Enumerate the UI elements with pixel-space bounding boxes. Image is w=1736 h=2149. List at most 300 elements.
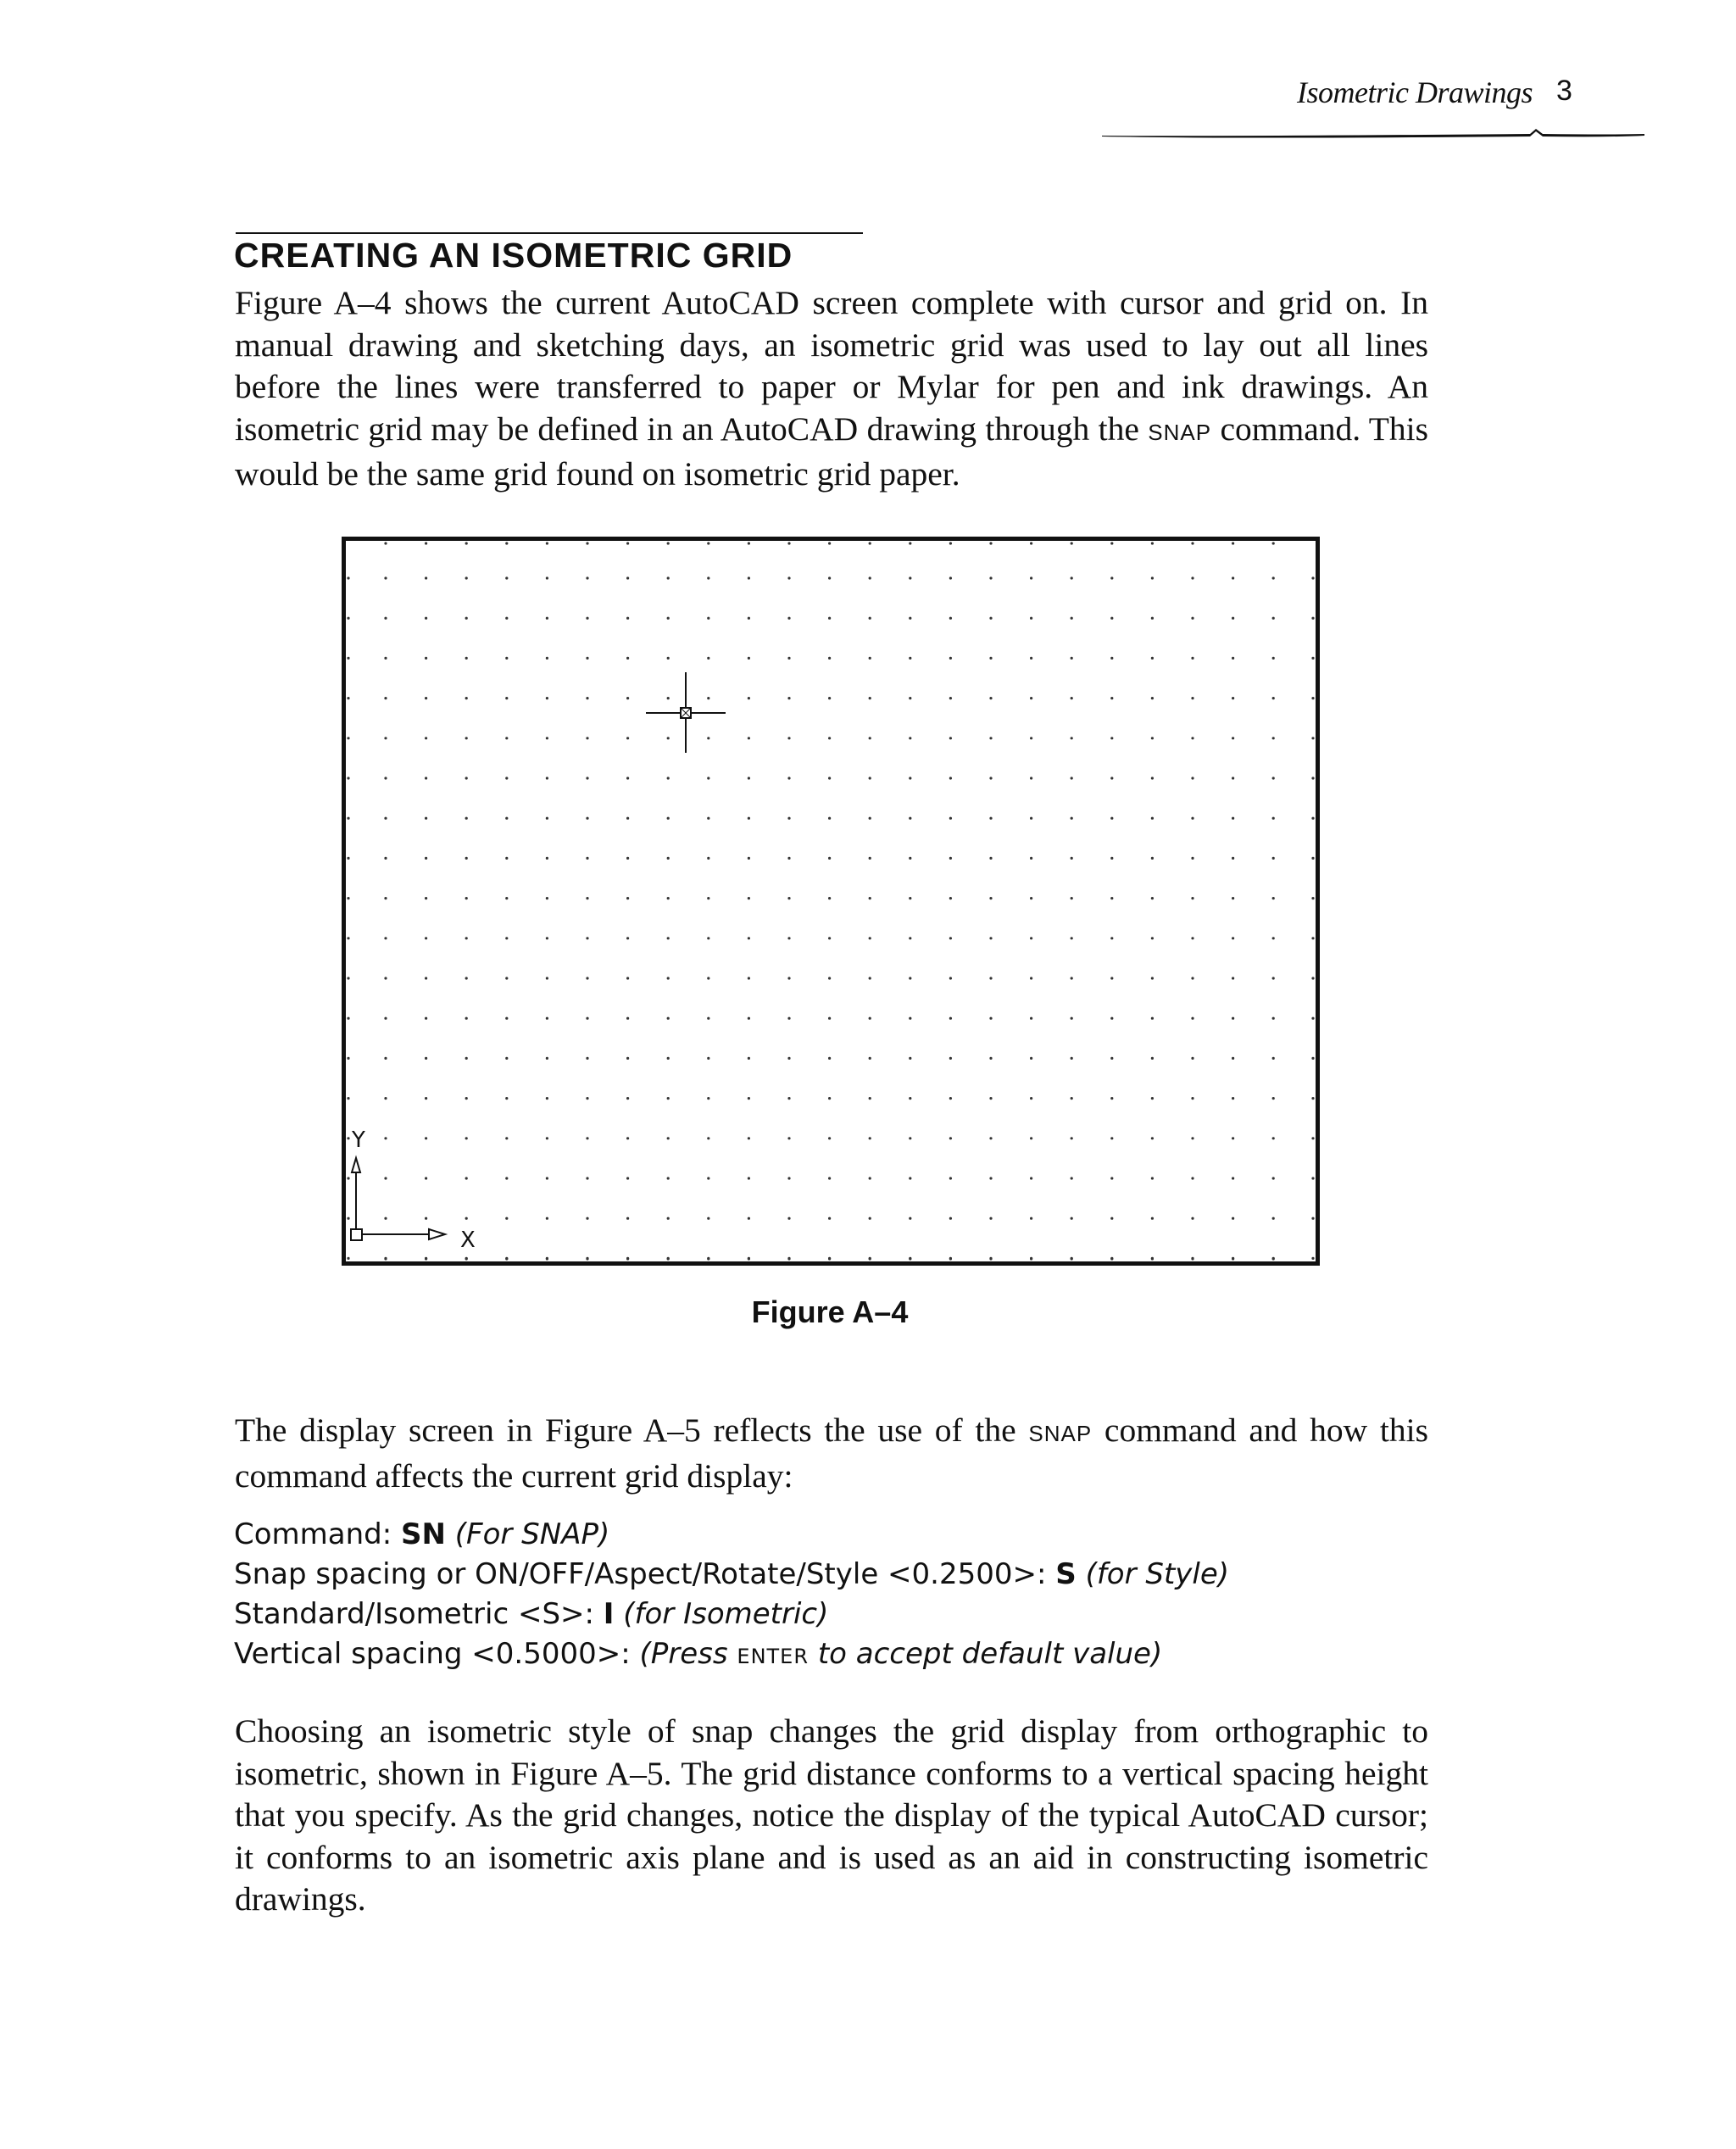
grid-dot [1272, 576, 1275, 579]
grid-dot [989, 737, 992, 739]
section-heading: CREATING AN ISOMETRIC GRID [234, 236, 793, 275]
grid-dot [1110, 1097, 1113, 1100]
command-line [234, 1515, 1229, 1555]
grid-dot [465, 657, 468, 660]
grid-dot [707, 1217, 709, 1220]
grid-dot [787, 897, 790, 899]
grid-dot [667, 817, 670, 820]
grid-dot [546, 937, 548, 939]
grid-dot [1272, 817, 1275, 820]
grid-dot [505, 937, 508, 939]
grid-dot [707, 897, 709, 899]
grid-dot [787, 1057, 790, 1060]
grid-dot [1151, 617, 1154, 620]
grid-dot [667, 576, 670, 579]
ucs-x-label: X [460, 1228, 476, 1253]
grid-dot [626, 1057, 629, 1060]
grid-dot [909, 1097, 911, 1100]
grid-dot [1272, 617, 1275, 620]
frame-tick [869, 1257, 871, 1260]
grid-dot [425, 777, 427, 779]
grid-dot [787, 617, 790, 620]
frame-tick [1311, 977, 1314, 979]
grid-dot [1232, 857, 1234, 860]
grid-dot [787, 977, 790, 979]
frame-tick [347, 1017, 349, 1020]
grid-dot [1110, 657, 1113, 660]
grid-dot [586, 777, 588, 779]
grid-dot [465, 1097, 468, 1100]
grid-dot [707, 657, 709, 660]
frame-tick [384, 1257, 387, 1260]
grid-dot [989, 897, 992, 899]
grid-dot [1272, 977, 1275, 979]
frame-tick [1311, 697, 1314, 699]
grid-dot [384, 1097, 387, 1100]
grid-dot [1272, 857, 1275, 860]
frame-tick [347, 737, 349, 739]
grid-dot [748, 576, 750, 579]
frame-tick [909, 542, 911, 544]
grid-dot [1232, 1177, 1234, 1179]
grid-dot [384, 657, 387, 660]
grid-dot [1151, 777, 1154, 779]
grid-dot [1151, 1177, 1154, 1179]
grid-dot [505, 777, 508, 779]
grid-dot [1232, 737, 1234, 739]
grid-dot [1110, 1217, 1113, 1220]
grid-dot [546, 657, 548, 660]
frame-tick [586, 542, 588, 544]
frame-tick [347, 657, 349, 660]
grid-dot [384, 737, 387, 739]
grid-dot [1272, 1097, 1275, 1100]
frame-tick [989, 542, 992, 544]
grid-dot [465, 697, 468, 699]
grid-dot [1071, 576, 1073, 579]
grid-dot [425, 977, 427, 979]
grid-dot [626, 1097, 629, 1100]
grid-dot [787, 1017, 790, 1020]
grid-dot [1030, 617, 1032, 620]
grid-dot [505, 817, 508, 820]
frame-tick [1191, 1257, 1194, 1260]
grid-dot [1232, 697, 1234, 699]
snap-text-1: The display screen in Figure A–5 reflects the use of the [235, 1411, 1029, 1449]
grid-dot [667, 657, 670, 660]
grid-dot [1110, 576, 1113, 579]
grid-dot [1030, 1017, 1032, 1020]
command-prompt: Snap spacing or ON/OFF/Aspect/Rotate/Style <0.2500>: [234, 1557, 1056, 1591]
command-prompt: Command: [234, 1517, 402, 1551]
frame-tick [347, 857, 349, 860]
grid-dot [1030, 1217, 1032, 1220]
frame-tick [347, 576, 349, 579]
grid-dot [1110, 1137, 1113, 1139]
frame-tick [347, 697, 349, 699]
grid-dot [787, 657, 790, 660]
grid-dot [505, 576, 508, 579]
grid-dot [546, 1017, 548, 1020]
grid-dot [586, 617, 588, 620]
grid-dot [1272, 657, 1275, 660]
autocad-screen-figure [342, 537, 1320, 1266]
grid-dot [465, 1137, 468, 1139]
grid-dot [384, 1057, 387, 1060]
grid-dot [1232, 617, 1234, 620]
grid-dot [546, 857, 548, 860]
grid-dot [828, 1177, 831, 1179]
grid-dot [667, 1097, 670, 1100]
command-input: I [603, 1597, 615, 1631]
grid-dot [425, 857, 427, 860]
grid-dot [1071, 1137, 1073, 1139]
snap-command-term-2: SNAP [1028, 1421, 1093, 1446]
grid-dot [505, 977, 508, 979]
grid-dot [1191, 817, 1194, 820]
frame-tick [347, 937, 349, 939]
grid-dot [949, 1217, 952, 1220]
grid-dot [1232, 1137, 1234, 1139]
grid-dot [1110, 617, 1113, 620]
grid-dot [869, 697, 871, 699]
grid-dot [707, 576, 709, 579]
grid-dot [707, 1057, 709, 1060]
grid-dot [667, 777, 670, 779]
grid-dot [505, 1217, 508, 1220]
grid-dot [909, 1057, 911, 1060]
frame-tick [546, 1257, 548, 1260]
frame-tick [347, 1257, 349, 1260]
frame-tick [1311, 937, 1314, 939]
grid-dot [949, 617, 952, 620]
grid-dot [1030, 857, 1032, 860]
grid-dot [546, 737, 548, 739]
grid-dot [1071, 977, 1073, 979]
grid-dot [748, 737, 750, 739]
intro-text-2: command. This would be the same grid found on isometric grid paper. [235, 409, 1428, 493]
grid-dot [1071, 657, 1073, 660]
grid-dot [787, 817, 790, 820]
frame-tick [1151, 542, 1154, 544]
ucs-icon [351, 1158, 445, 1240]
grid-dot [707, 1097, 709, 1100]
grid-dot [1030, 777, 1032, 779]
grid-dot [1151, 737, 1154, 739]
grid-dot [1232, 937, 1234, 939]
grid-dot [465, 857, 468, 860]
grid-dot [828, 1137, 831, 1139]
grid-dot [1110, 1177, 1113, 1179]
grid-dot [869, 1017, 871, 1020]
grid-dot [1030, 1177, 1032, 1179]
grid-dot [1110, 817, 1113, 820]
grid-dot [787, 576, 790, 579]
grid-dot [626, 897, 629, 899]
frame-tick [1311, 617, 1314, 620]
grid-dot [465, 937, 468, 939]
command-prompt: Standard/Isometric <S>: [234, 1597, 604, 1631]
grid-dot [1151, 937, 1154, 939]
grid-dot [828, 697, 831, 699]
grid-dot [586, 1097, 588, 1100]
grid-dot [505, 1017, 508, 1020]
grid-dot [586, 1057, 588, 1060]
grid-dot [748, 937, 750, 939]
frame-tick [748, 542, 750, 544]
grid-dot [546, 1057, 548, 1060]
grid-dot [748, 1217, 750, 1220]
grid-dot [465, 977, 468, 979]
grid-dot [828, 777, 831, 779]
grid-dot [546, 777, 548, 779]
frame-tick [1030, 1257, 1032, 1260]
grid-dot [869, 1137, 871, 1139]
grid-dot [949, 1137, 952, 1139]
grid-dot [828, 937, 831, 939]
frame-tick [465, 1257, 468, 1260]
frame-tick [347, 1097, 349, 1100]
grid-dot [1272, 1217, 1275, 1220]
grid-dot [869, 1217, 871, 1220]
grid-dot [748, 857, 750, 860]
grid-dot [1272, 937, 1275, 939]
grid-dot [465, 817, 468, 820]
grid-dot [1071, 777, 1073, 779]
command-note: (Press [639, 1637, 737, 1671]
grid-dot [1191, 857, 1194, 860]
grid-dot [384, 937, 387, 939]
grid-dot [626, 1017, 629, 1020]
grid-dot [1151, 1097, 1154, 1100]
grid-dot [989, 817, 992, 820]
grid-dot [667, 1137, 670, 1139]
frame-tick [347, 1137, 349, 1139]
grid-dot [546, 977, 548, 979]
figure-caption: Figure A–4 [751, 1294, 909, 1329]
grid-dot [989, 977, 992, 979]
grid-dot [748, 1057, 750, 1060]
frame-tick [347, 977, 349, 979]
grid-dot [748, 617, 750, 620]
frame-tick [667, 542, 670, 544]
frame-tick [465, 542, 468, 544]
grid-dot [707, 937, 709, 939]
enter-key-label: ENTER [737, 1645, 810, 1668]
command-line [234, 1595, 1229, 1634]
intro-text-1: Figure A–4 shows the current AutoCAD screen complete with cursor and grid on. In manual drawing and sketching days, an isometric grid was used to lay out all lines before the lines were transferred to paper or Mylar for pen and ink drawings. An isometric grid may be defined in an AutoCAD drawing through the [235, 284, 1428, 448]
grid-dot [1191, 1217, 1194, 1220]
grid-dot [546, 1097, 548, 1100]
frame-tick [384, 542, 387, 544]
grid-dot [949, 1017, 952, 1020]
frame-tick [347, 817, 349, 820]
grid-dot [1191, 617, 1194, 620]
grid-dot [1191, 576, 1194, 579]
grid-dot [748, 1177, 750, 1179]
grid-dot [425, 937, 427, 939]
frame-tick [505, 1257, 508, 1260]
frame-tick [1110, 1257, 1113, 1260]
grid-dot [667, 937, 670, 939]
grid-dot [989, 657, 992, 660]
grid-dot [1030, 977, 1032, 979]
grid-dot [828, 977, 831, 979]
header-rule [1102, 125, 1644, 146]
grid-dot [586, 1137, 588, 1139]
grid-dot [828, 817, 831, 820]
grid-dot [384, 1137, 387, 1139]
grid-dot [384, 817, 387, 820]
grid-dot [667, 897, 670, 899]
grid-dot [707, 617, 709, 620]
grid-dot [546, 1137, 548, 1139]
grid-dot [384, 777, 387, 779]
frame-tick [1232, 542, 1234, 544]
grid-dot [1151, 1017, 1154, 1020]
frame-tick [1071, 1257, 1073, 1260]
grid-dot [1110, 697, 1113, 699]
grid-dot [1191, 937, 1194, 939]
grid-dot [1272, 1137, 1275, 1139]
grid-dot [1151, 1057, 1154, 1060]
grid-dot [989, 697, 992, 699]
grid-dot [909, 617, 911, 620]
grid-dot [667, 1057, 670, 1060]
grid-dot [465, 737, 468, 739]
grid-dot [425, 617, 427, 620]
grid-dot [465, 617, 468, 620]
grid-dot [1232, 977, 1234, 979]
frame-tick [989, 1257, 992, 1260]
grid-dot [1030, 737, 1032, 739]
grid-dot [869, 817, 871, 820]
grid-dot [586, 576, 588, 579]
frame-tick [425, 542, 427, 544]
grid-dot [909, 1137, 911, 1139]
grid-dot [586, 977, 588, 979]
grid-dot [465, 1057, 468, 1060]
grid-dot [425, 737, 427, 739]
frame-tick [1311, 857, 1314, 860]
grid-dot [869, 1177, 871, 1179]
grid-dot [909, 697, 911, 699]
grid-dot [949, 657, 952, 660]
grid-dot [989, 1177, 992, 1179]
grid-dot [546, 617, 548, 620]
grid-dot [1151, 817, 1154, 820]
frame-tick [707, 542, 709, 544]
grid-dot [425, 657, 427, 660]
grid-dot [787, 1097, 790, 1100]
grid-dot [505, 1057, 508, 1060]
grid-dot [748, 697, 750, 699]
grid-dot [1110, 977, 1113, 979]
ucs-y-label: Y [352, 1127, 365, 1153]
grid-dot [1030, 897, 1032, 899]
grid-dot [505, 897, 508, 899]
grid-dot [546, 1177, 548, 1179]
command-sequence [234, 1515, 1229, 1677]
grid-dot [949, 737, 952, 739]
frame-tick [787, 1257, 790, 1260]
frame-tick [347, 777, 349, 779]
grid-dot [828, 1217, 831, 1220]
frame-tick [1311, 737, 1314, 739]
command-line [234, 1634, 1229, 1677]
grid-dot [626, 857, 629, 860]
frame-tick [626, 542, 629, 544]
grid-dot [707, 697, 709, 699]
drawing-area [346, 541, 1316, 1261]
grid-dot [586, 937, 588, 939]
snap-text-2: command and how this command affects the current grid display: [235, 1411, 1428, 1495]
grid-dot [869, 657, 871, 660]
frame-tick [909, 1257, 911, 1260]
grid-dot [626, 937, 629, 939]
grid-dot [949, 817, 952, 820]
grid-dot [909, 857, 911, 860]
grid-dot [949, 1097, 952, 1100]
frame-tick [1110, 542, 1113, 544]
grid-dot [384, 897, 387, 899]
grid-dot [384, 617, 387, 620]
grid-dot [626, 777, 629, 779]
grid-dot [949, 1177, 952, 1179]
grid-dot [465, 1177, 468, 1179]
frame-tick [667, 1257, 670, 1260]
frame-tick [1311, 1137, 1314, 1139]
grid-dot [505, 737, 508, 739]
grid-dot [626, 576, 629, 579]
grid-dot [869, 1057, 871, 1060]
grid-dot [384, 697, 387, 699]
frame-tick [1311, 1177, 1314, 1179]
grid-dot [869, 737, 871, 739]
grid-dot [989, 1097, 992, 1100]
grid-dot [1071, 1217, 1073, 1220]
grid-dot [1071, 697, 1073, 699]
grid-dot [425, 817, 427, 820]
frame-tick [1151, 1257, 1154, 1260]
command-note: to accept default value) [809, 1637, 1163, 1671]
grid-dot [1191, 1177, 1194, 1179]
grid-dot [748, 657, 750, 660]
grid-dot [1030, 1097, 1032, 1100]
grid-dot [1071, 1177, 1073, 1179]
grid-dot [828, 617, 831, 620]
grid-dot [586, 657, 588, 660]
grid-dot [505, 857, 508, 860]
grid-dot [546, 817, 548, 820]
grid-dot [586, 897, 588, 899]
grid-dot [465, 897, 468, 899]
grid-dot [626, 1177, 629, 1179]
grid-dot [1232, 657, 1234, 660]
grid-dot [707, 1017, 709, 1020]
grid-dot [1151, 977, 1154, 979]
frame-tick [1030, 542, 1032, 544]
grid-dot [425, 1177, 427, 1179]
grid-dot [505, 697, 508, 699]
grid-dot [626, 737, 629, 739]
frame-tick [1311, 1217, 1314, 1220]
grid-dot [586, 817, 588, 820]
frame-tick [1311, 1057, 1314, 1060]
grid-dot [384, 1217, 387, 1220]
intro-paragraph [235, 282, 1428, 496]
grid-dot [626, 657, 629, 660]
